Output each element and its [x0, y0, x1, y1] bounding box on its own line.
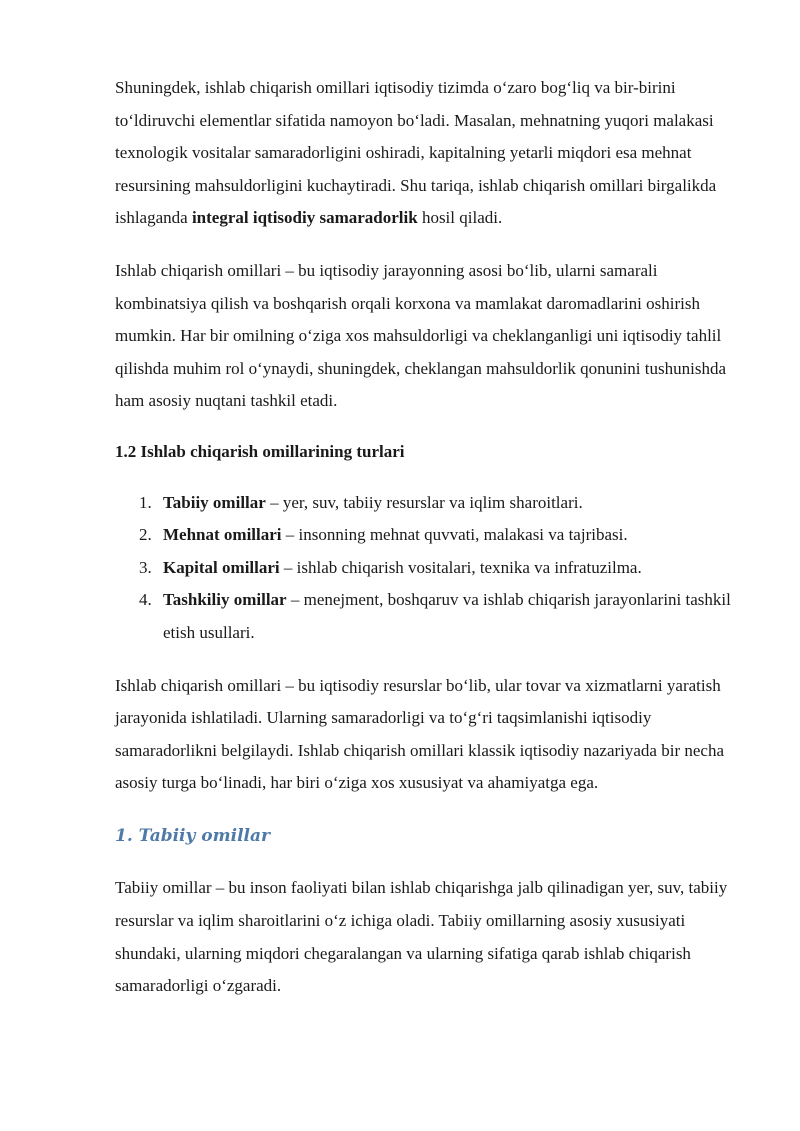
list-item — [115, 584, 740, 649]
list-description: – menejment, boshqaruv va ishlab chiqarish jarayonlarini tashkil etish usullari. — [163, 590, 731, 642]
paragraph-economic-resources: Ishlab chiqarish omillari – bu iqtisodiy resurslar bo‘lib, ular tovar va xizmatlarni yaratish jarayonida ishlatiladi. Ularning samaradorligi va to‘g‘ri taqsimlanishi iqtisodiy samaradorlikni belgilaydi. Ishlab chiqarish omillari klassik iqtisodiy nazariyada bir necha asosiy turga bo‘linadi, har biri o‘ziga xos xususiyat va ahamiyatga ega. — [115, 675, 724, 793]
list-item — [115, 487, 740, 520]
paragraph-text: hosil qiladi. — [417, 208, 503, 228]
factor-types-list — [115, 487, 740, 650]
list-item — [115, 552, 740, 585]
list-term: Mehnat omillari — [163, 525, 282, 545]
paragraph-interdependence — [115, 72, 740, 235]
list-description: – yer, suv, tabiiy resurslar va iqlim sharoitlari. — [265, 492, 583, 512]
list-term: Kapital omillari — [163, 557, 280, 577]
list-number: 3. — [139, 557, 152, 577]
subheading-natural-factors: 1. Tabiiy omillar — [115, 825, 270, 846]
paragraph-natural-factors: Tabiiy omillar – bu inson faoliyati bilan ishlab chiqarishga jalb qilinadigan yer, suv, tabiiy resurslar va iqlim sharoitlarini o‘z ichiga oladi. Tabiiy omillarning asosiy xususiyati shundaki, ularning miqdori chegaralangan va ularning sifatiga qarab ishlab chiqarish samaradorligi o‘zgaradi. — [115, 878, 728, 996]
list-term: Tabiiy omillar — [163, 492, 266, 512]
section-heading: 1.2 Ishlab chiqarish omillarining turlari — [115, 441, 405, 461]
list-number: 1. — [139, 492, 152, 512]
list-number: 2. — [139, 525, 152, 545]
paragraph-factors-basis: Ishlab chiqarish omillari – bu iqtisodiy jarayonning asosi bo‘lib, ularni samarali kombinatsiya qilish va boshqarish orqali korxona va mamlakat daromadlarini oshirish mumkin. Har bir omilning o‘ziga xos mahsuldorligi va cheklanganligi uni iqtisodiy tahlil qilishda muhim rol o‘ynaydi, shuningdek, cheklangan mahsuldorlik qonunini tushunishda ham asosiy nuqtani tashkil etadi. — [115, 260, 726, 411]
list-number: 4. — [139, 590, 152, 610]
list-description: – ishlab chiqarish vositalari, texnika va infratuzilma. — [279, 557, 642, 577]
list-description: – insonning mehnat quvvati, malakasi va tajribasi. — [281, 525, 628, 545]
list-term: Tashkiliy omillar — [163, 590, 287, 610]
bold-term: integral iqtisodiy samaradorlik — [191, 208, 418, 228]
paragraph-text: Shuningdek, ishlab chiqarish omillari iqtisodiy tizimda o‘zaro bog‘liq va bir-birini to‘ldiruvchi elementlar sifatida namoyon bo‘ladi. Masalan, mehnatning yuqori malakasi texnologik vositalar samaradorligini oshiradi, kapitalning yetarli miqdori esa mehnat resursining mahsuldorligini kuchaytiradi. Shu tariqa, ishlab chiqarish omillari birgalikda ishlaganda — [115, 78, 717, 228]
document-content — [115, 72, 740, 1003]
list-item — [115, 519, 740, 552]
